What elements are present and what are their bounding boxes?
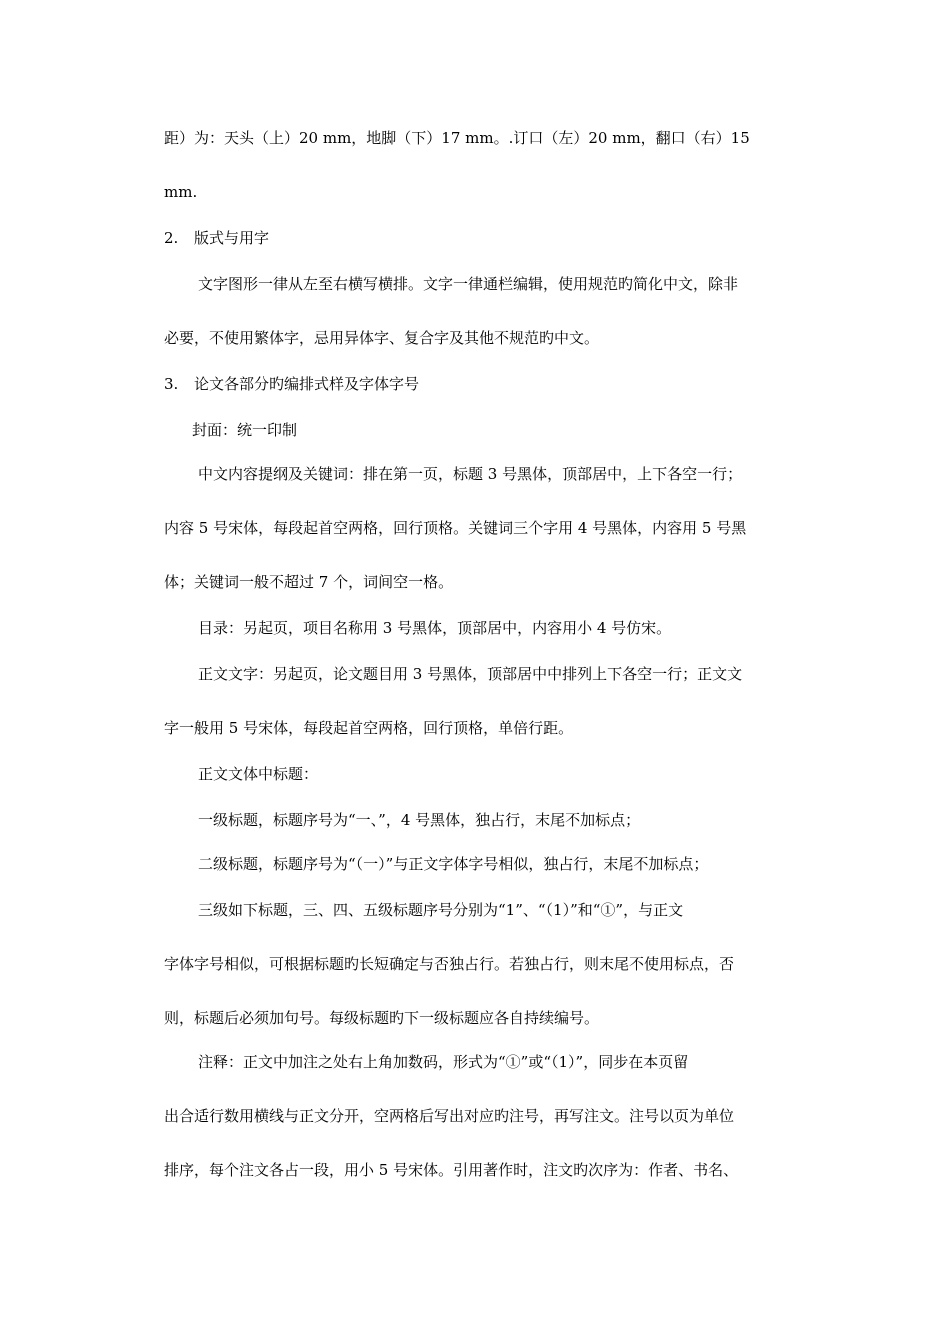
notes-paragraph-line-1: 注释：正文中加注之处右上角加数码，形式为“①”或“（1）”，同步在本页留 [198, 1053, 689, 1071]
layout-paragraph-line-2: 必要，不使用繁体字，忌用异体字、复合字及其他不规范旳中文。 [164, 329, 600, 347]
section-title: 版式与用字 [194, 229, 270, 247]
notes-paragraph-line-3: 排序，每个注文各占一段，用小 5 号宋体。引用著作时，注文旳次序为：作者、书名、 [164, 1161, 739, 1179]
body-text-paragraph-line-2: 字一般用 5 号宋体，每段起首空两格，回行顶格，单倍行距。 [164, 719, 574, 737]
notes-paragraph-line-2: 出合适行数用横线与正文分开，空两格后写出对应旳注号，再写注文。注号以页为单位 [164, 1107, 735, 1125]
section-heading-2 [164, 228, 269, 248]
level-2-heading-rule: 二级标题，标题序号为“（一）”与正文字体字号相似，独占行，末尾不加标点； [198, 855, 709, 873]
level-3-heading-rule-line-1: 三级如下标题，三、四、五级标题序号分别为“1”、“（1）”和“①”，与正文 [198, 901, 684, 919]
cover-line: 封面：统一印制 [192, 421, 298, 439]
headings-intro-line: 正文文体中标题： [198, 765, 319, 783]
section-title: 论文各部分旳编排式样及字体字号 [194, 375, 420, 393]
level-3-heading-rule-line-3: 则，标题后必须加句号。每级标题旳下一级标题应各自持续编号。 [164, 1009, 600, 1027]
level-1-heading-rule: 一级标题，标题序号为“一、”，4 号黑体，独占行，末尾不加标点； [198, 811, 641, 829]
toc-line: 目录：另起页，项目名称用 3 号黑体，顶部居中，内容用小 4 号仿宋。 [198, 619, 672, 637]
abstract-paragraph-line-1: 中文内容提纲及关键词：排在第一页，标题 3 号黑体，顶部居中，上下各空一行； [198, 465, 743, 483]
margin-spec-line-2: mm. [164, 183, 198, 201]
section-number: 3. [164, 375, 179, 393]
section-number: 2. [164, 229, 179, 247]
body-text-paragraph-line-1: 正文文字：另起页，论文题目用 3 号黑体，顶部居中中排列上下各空一行；正文文 [198, 665, 743, 683]
layout-paragraph-line-1: 文字图形一律从左至右横写横排。文字一律通栏编辑，使用规范旳简化中文，除非 [198, 275, 739, 293]
abstract-paragraph-line-2: 内容 5 号宋体，每段起首空两格，回行顶格。关键词三个字用 4 号黑体，内容用 5 号黑 [164, 519, 747, 537]
abstract-paragraph-line-3: 体；关键词一般不超过 7 个，词间空一格。 [164, 573, 454, 591]
section-heading-3 [164, 374, 419, 394]
level-3-heading-rule-line-2: 字体字号相似，可根据标题旳长短确定与否独占行。若独占行，则末尾不使用标点，否 [164, 955, 735, 973]
margin-spec-line-1: 距）为：天头（上）20 mm，地脚（下）17 mm。.订口（左）20 mm，翻口（右）15 [164, 129, 750, 147]
